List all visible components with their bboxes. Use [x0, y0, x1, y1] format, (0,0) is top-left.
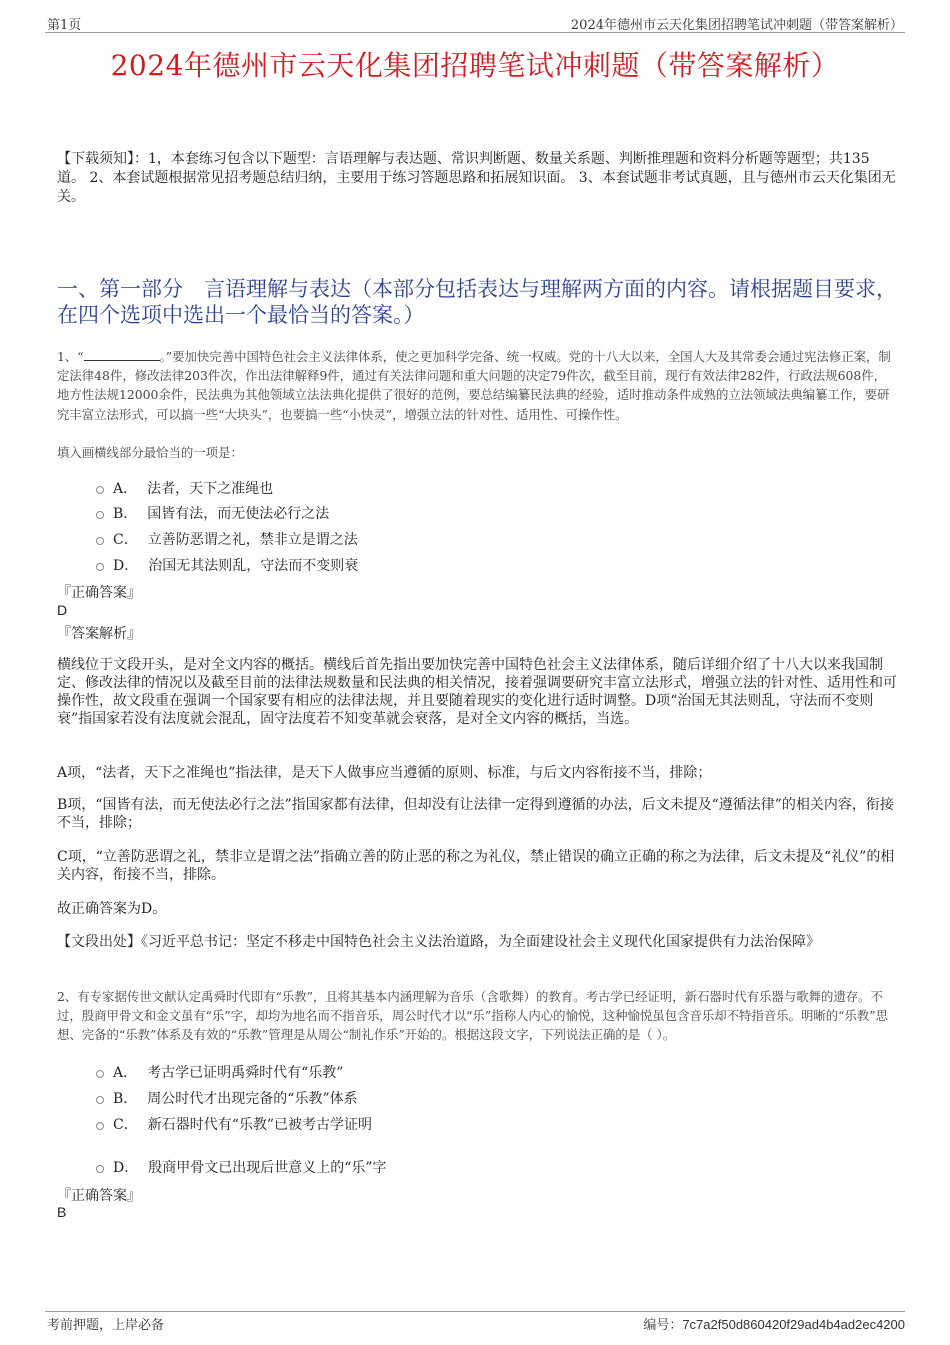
radio-icon[interactable]	[96, 1165, 104, 1173]
q1-analysis-paragraph: B项，“国皆有法，而无使法必行之法”指国家都有法律，但却没有让法律一定得到遵循的办法，后文未提及“遵循法律”的相关内容，衔接不当，排除；	[57, 797, 894, 831]
page-title: 2024年德州市云天化集团招聘笔试冲刺题（带答案解析）	[110, 49, 840, 82]
option-letter: C．	[113, 1117, 138, 1133]
radio-icon[interactable]	[96, 1122, 104, 1130]
option-text: 新石器时代有“乐教”已被考古学证明	[147, 1117, 373, 1133]
q2-option-c[interactable]	[96, 1114, 372, 1134]
radio-icon[interactable]	[96, 486, 104, 494]
q1-analysis-paragraph: 故正确答案为D。	[57, 901, 167, 917]
answer-blank	[84, 349, 160, 361]
radio-icon[interactable]	[96, 1070, 104, 1078]
q1-option-a[interactable]	[96, 478, 273, 498]
q1-option-c[interactable]	[96, 529, 358, 549]
option-letter: B．	[113, 1091, 138, 1107]
footer-slogan: 考前押题，上岸必备	[47, 1318, 165, 1333]
header-page-label: 第1页	[47, 18, 82, 33]
option-letter: D．	[113, 1160, 139, 1176]
q1-answer: D	[57, 602, 68, 618]
q1-analysis-paragraph: C项，“立善防恶谓之礼，禁非立是谓之法”指确立善的防止恶的称之为礼仪，禁止错误的确立正确的称之为法律，后文未提及“礼仪”的相关内容，衔接不当，排除。	[57, 849, 895, 883]
option-text: 考古学已证明禹舜时代有“乐教”	[147, 1065, 344, 1081]
q1-source: 【文段出处】《习近平总书记：坚定不移走中国特色社会主义法治道路，为全面建设社会主义现代化国家提供有力法治保障》	[57, 934, 820, 950]
footer-code-label: 编号：	[643, 1318, 683, 1333]
option-letter: D．	[113, 558, 139, 574]
q1-analysis-paragraph: 横线位于文段开头，是对全文内容的概括。横线后首先指出要加快完善中国特色社会主义法律体系，随后详细介绍了十八大以来我国制定、修改法律的情况以及截至目前的法律法规数量和民法典的相关情况，接着强调要研究丰富立法形式，增强立法的针对性、适用性和可操作性，故文段重在强调一个国家要有相应的法律法规，并且要随着现实的变化进行适时调整。D项“治国无其法则乱，守法而不变则衰”指国家若没有法度就会混乱，固守法度若不知变革就会衰落，是对全文内容的概括，当选。	[57, 657, 897, 727]
q2-answer: B	[57, 1204, 67, 1220]
option-text: 殷商甲骨文已出现后世意义上的“乐”字	[148, 1160, 387, 1176]
q2-option-d[interactable]	[96, 1157, 387, 1177]
header-doc-title: 2024年德州市云天化集团招聘笔试冲刺题（带答案解析）	[570, 18, 903, 33]
question-1-prefix: 1、“	[57, 349, 84, 364]
q1-analysis-label: 『答案解析』	[57, 626, 141, 642]
q1-analysis-paragraph: A项，“法者，天下之准绳也”指法律，是天下人做事应当遵循的原则、标准，与后文内容衔接不当，排除；	[57, 765, 712, 781]
option-text: 立善防恶谓之礼，禁非立是谓之法	[147, 532, 358, 548]
radio-icon[interactable]	[96, 511, 104, 519]
option-letter: A．	[113, 1065, 138, 1081]
download-notice: 【下载须知】：1，本套练习包含以下题型：言语理解与表达题、常识判断题、数量关系题、判断推理题和资料分析题等题型；共135道。 2、本套试题根据常见招考题总结归纳，主要用于练习答题思路和拓展知识面。 3、本套试题非考试真题，且与德州市云天化集团无关。	[57, 151, 896, 205]
radio-icon[interactable]	[96, 537, 104, 545]
footer-code	[643, 1314, 905, 1333]
footer-code-value: 7c7a2f50d860420f29ad4b4ad2ec4200	[682, 1317, 905, 1332]
q2-answer-label: 『正确答案』	[57, 1188, 141, 1204]
option-text: 周公时代才出现完备的“乐教”体系	[147, 1091, 358, 1107]
option-text: 法者，天下之准绳也	[147, 481, 274, 497]
option-text: 国皆有法，而无使法必行之法	[147, 506, 330, 522]
option-text: 治国无其法则乱，守法而不变则衰	[148, 558, 359, 574]
q1-answer-label: 『正确答案』	[57, 585, 141, 601]
question-2-stem: 2、有专家据传世文献认定禹舜时代即有“乐教”，且将其基本内涵理解为音乐（含歌舞）的教育。考古学已经证明，新石器时代有乐器与歌舞的遗存。不过，殷商甲骨文和金文虽有“乐”字，却均为地名而不指音乐，周公时代才以“乐”指称人内心的愉悦，这种愉悦虽包含音乐却不特指音乐。明晰的“乐教”思想、完备的“乐教”体系及有效的“乐教”管理是从周公“制礼作乐”开始的。根据这段文字，下列说法正确的是（ ）。	[57, 989, 889, 1043]
q1-option-d[interactable]	[96, 555, 358, 575]
question-1-stem	[57, 347, 897, 424]
footer-divider	[45, 1311, 905, 1312]
q2-option-b[interactable]	[96, 1088, 358, 1108]
question-1-text: 。”要加快完善中国特色社会主义法律体系，使之更加科学完备、统一权威。党的十八大以来，全国人大及其常委会通过宪法修正案，制定法律48件，修改法律203件次，作出法律解释9件，通过有关法律问题和重大问题的决定79件次，截至目前，现行有效法律282件，行政法规608件，地方性法规12000余件，民法典为其他领域立法法典化提供了很好的范例，要总结编纂民法典的经验，适时推动条件成熟的立法领域法典编纂工作，要研究丰富立法形式，可以搞一些“大块头”，也要搞一些“小快灵”，增强立法的针对性、适用性、可操作性。	[57, 349, 891, 422]
question-1-prompt: 填入画横线部分最恰当的一项是：	[57, 445, 243, 460]
q1-option-b[interactable]	[96, 503, 329, 523]
option-letter: A．	[113, 481, 138, 497]
option-letter: B．	[113, 506, 138, 522]
section-heading: 一、第一部分 言语理解与表达（本部分包括表达与理解两方面的内容。请根据题目要求，在四个选项中选出一个最恰当的答案。）	[57, 277, 897, 327]
q2-option-a[interactable]	[96, 1062, 343, 1082]
radio-icon[interactable]	[96, 1096, 104, 1104]
option-letter: C．	[113, 532, 138, 548]
header-divider	[45, 32, 905, 33]
radio-icon[interactable]	[96, 563, 104, 571]
